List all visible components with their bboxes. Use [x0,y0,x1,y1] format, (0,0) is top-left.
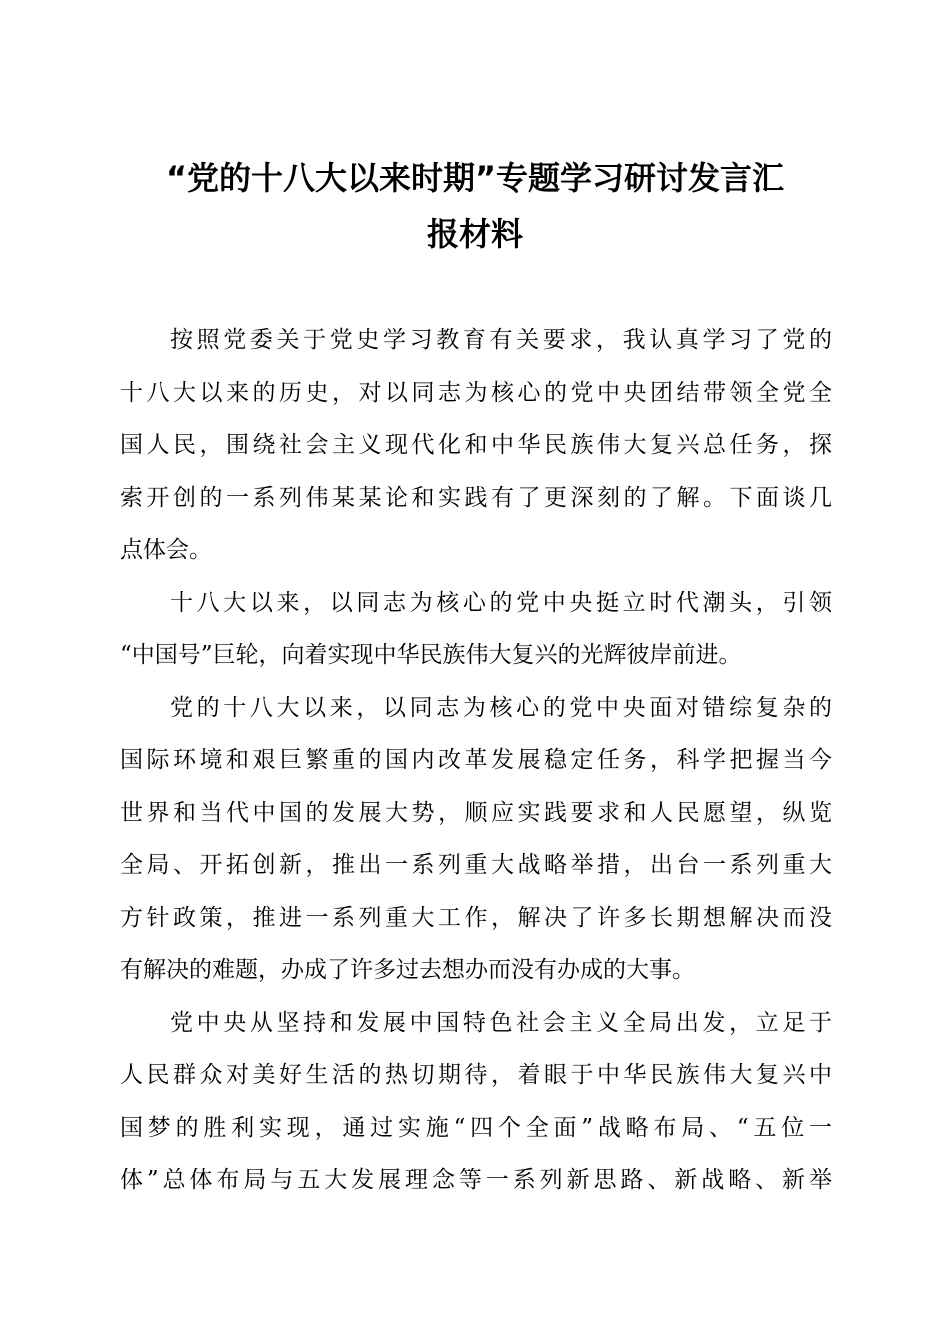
paragraph-line: 按照党委关于党史学习教育有关要求，我认真学习了党的 [170,327,832,353]
title-line-2: 报材料 [426,215,523,253]
paragraph-line: 有解决的难题，办成了许多过去想办而没有办成的大事。 [120,957,695,983]
title-line-1: “党的十八大以来时期”专题学习研讨发言汇 [165,159,785,197]
paragraph-line: 体”总体布局与五大发展理念等一系列新思路、新战略、新举 [120,1167,832,1193]
paragraph-line: “中国号”巨轮，向着实现中华民族伟大复兴的光辉彼岸前进。 [120,642,742,668]
paragraph-1 [120,314,832,577]
paragraph-line: 方针政策，推进一系列重大工作，解决了许多长期想解决而没 [120,904,832,931]
paragraph-line: 十八大以来的历史，对以同志为核心的党中央团结带领全党全 [120,379,832,406]
paragraph-line: 索开创的一系列伟某某论和实践有了更深刻的了解。下面谈几 [120,484,832,511]
paragraph-line: 人民群众对美好生活的热切期待，着眼于中华民族伟大复兴中 [120,1062,832,1088]
paragraph-line: 国际环境和艰巨繁重的国内改革发展稳定任务，科学把握当今 [120,747,832,773]
document-title [110,150,840,262]
paragraph-line: 十八大以来，以同志为核心的党中央挺立时代潮头，引领 [170,589,832,616]
paragraph-4 [120,997,832,1207]
paragraph-line: 点体会。 [120,537,212,563]
paragraph-line: 世界和当代中国的发展大势，顺应实践要求和人民愿望，纵览 [120,799,832,826]
paragraph-3 [120,682,832,997]
document-body [120,314,832,1207]
paragraph-2 [120,577,832,682]
paragraph-line: 国人民，围绕社会主义现代化和中华民族伟大复兴总任务，探 [120,432,832,458]
paragraph-line: 党中央从坚持和发展中国特色社会主义全局出发，立足于 [170,1009,832,1036]
paragraph-line: 国梦的胜利实现，通过实施“四个全面”战略布局、“五位一 [120,1114,832,1141]
paragraph-line: 党的十八大以来，以同志为核心的党中央面对错综复杂的 [170,694,832,721]
paragraph-line: 全局、开拓创新，推出一系列重大战略举措，出台一系列重大 [120,852,832,878]
